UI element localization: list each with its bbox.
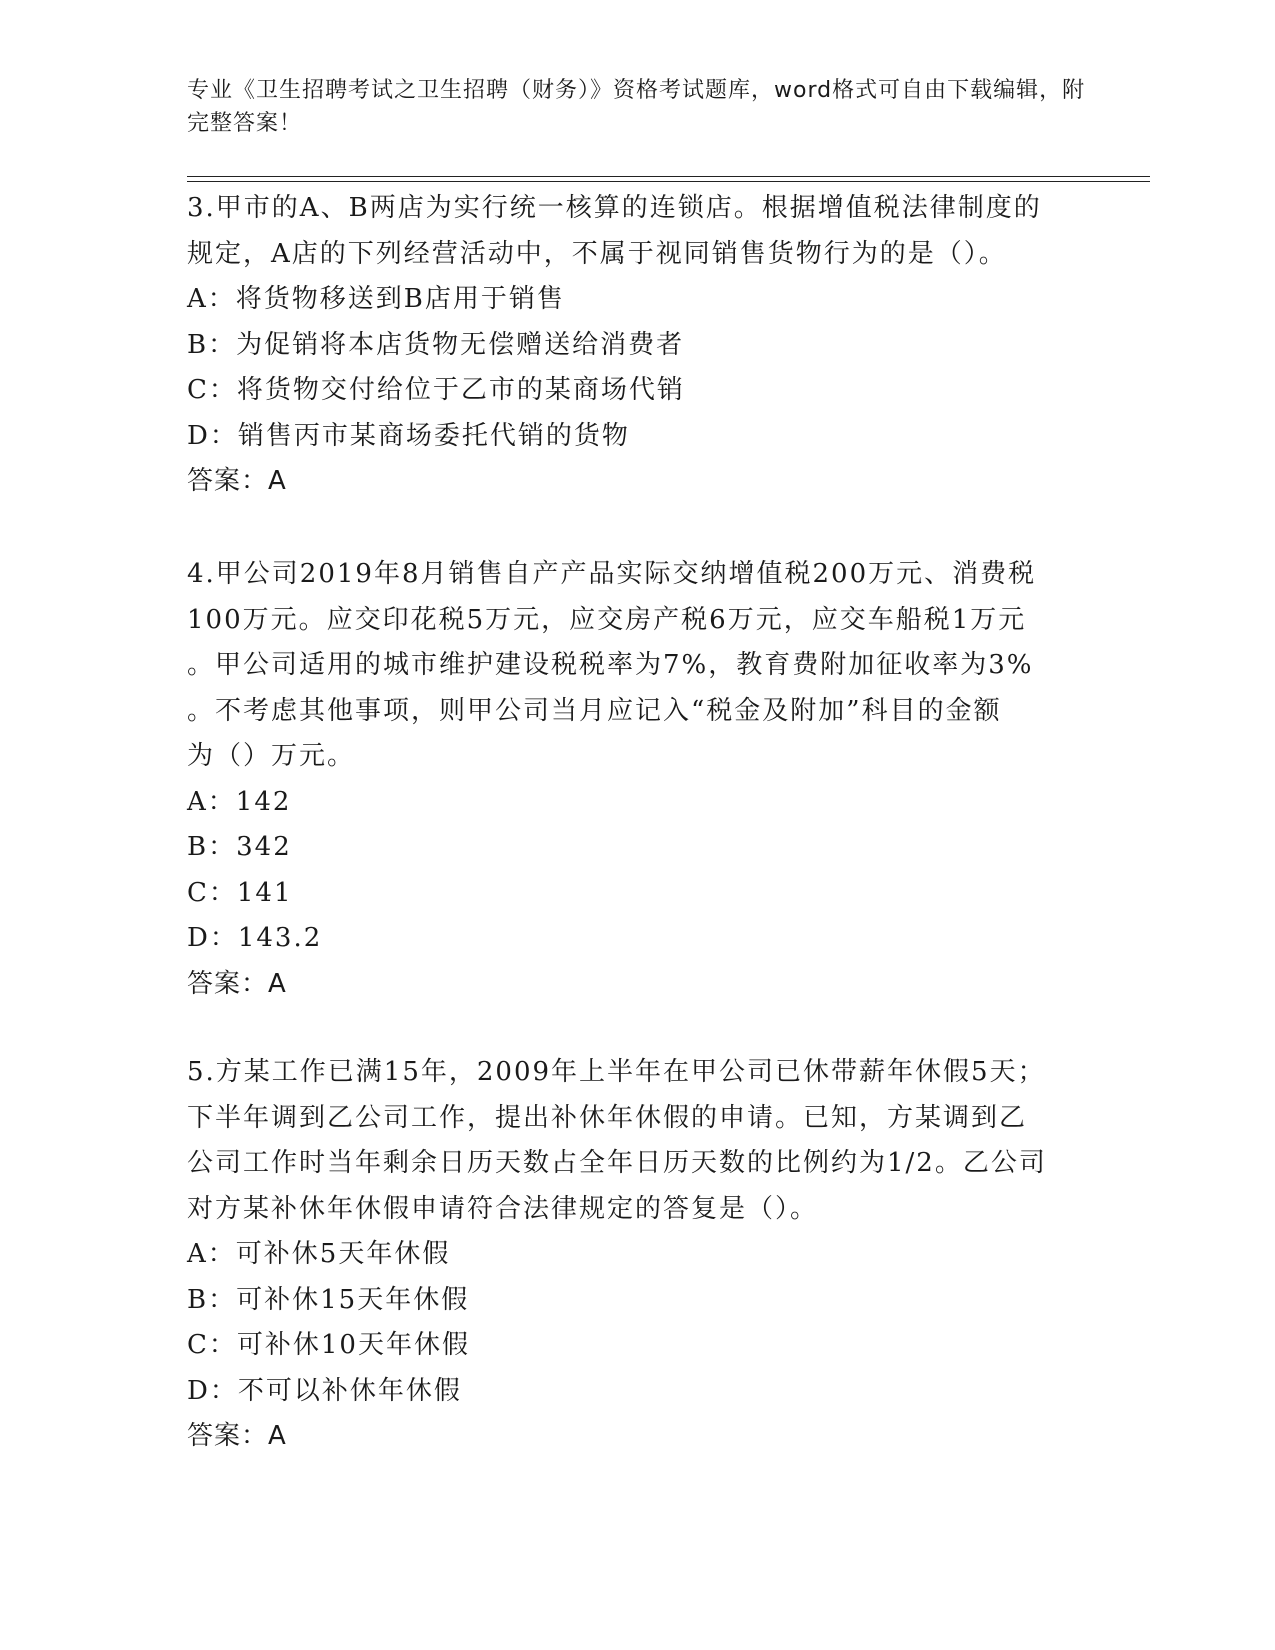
option-a: A：将货物移送到B店用于销售: [187, 284, 565, 314]
option-b: B：可补休15天年休假: [187, 1284, 470, 1315]
question-stem-line: 下半年调到乙公司工作，提出补休年休假的申请。已知，方某调到乙: [187, 1102, 1028, 1133]
question-stem-line: 公司工作时当年剩余日历天数占全年日历天数的比例约为1/2。乙公司: [187, 1148, 1047, 1178]
option-c: C：可补休10天年休假: [187, 1330, 470, 1360]
question-stem-line: 。甲公司适用的城市维护建设税税率为7%，教育费附加征收率为3%: [187, 650, 1034, 680]
question-stem-line: 为（）万元。: [187, 741, 356, 771]
question-stem-line: 3.甲市的A、B两店为实行统一核算的连锁店。根据增值税法律制度的: [187, 193, 1042, 223]
question-stem-line: 。不考虑其他事项，则甲公司当月应记入“税金及附加”科目的金额: [187, 695, 1002, 726]
option-a: A：可补休5天年休假: [187, 1239, 451, 1269]
header-divider-bottom: [187, 181, 1150, 182]
option-d: D：不可以补休年休假: [187, 1375, 462, 1406]
question-stem-line: 5.方某工作已满15年，2009年上半年在甲公司已休带薪年休假5天；: [187, 1057, 1046, 1087]
question-4: [187, 552, 1087, 1007]
option-c: C：141: [187, 877, 293, 908]
option-b: B：为促销将本店货物无偿赠送给消费者: [187, 329, 685, 360]
option-d: D：143.2: [187, 923, 323, 953]
answer-line: 答案：A: [187, 466, 287, 496]
question-stem-line: 4.甲公司2019年8月销售自产产品实际交纳增值税200万元、消费税: [187, 559, 1037, 589]
option-c: C：将货物交付给位于乙市的某商场代销: [187, 375, 685, 405]
option-a: A：142: [187, 786, 292, 817]
question-3: [187, 186, 1087, 505]
answer-line: 答案：A: [187, 968, 287, 999]
question-stem-line: 100万元。应交印花税5万元，应交房产税6万元，应交车船税1万元: [187, 604, 1027, 635]
option-d: D：销售丙市某商场委托代销的货物: [187, 420, 630, 451]
answer-line: 答案：A: [187, 1421, 287, 1451]
option-b: B：342: [187, 832, 292, 862]
question-stem-line: 规定，A店的下列经营活动中，不属于视同销售货物行为的是（）。: [187, 238, 1007, 269]
document-header: 专业《卫生招聘考试之卫生招聘（财务）》资格考试题库，word格式可自由下载编辑，附完整答案！: [187, 78, 1086, 136]
header-divider-top: [187, 176, 1150, 177]
question-stem-line: 对方某补休年休假申请符合法律规定的答复是（）。: [187, 1193, 819, 1224]
question-5: [187, 1050, 1087, 1460]
